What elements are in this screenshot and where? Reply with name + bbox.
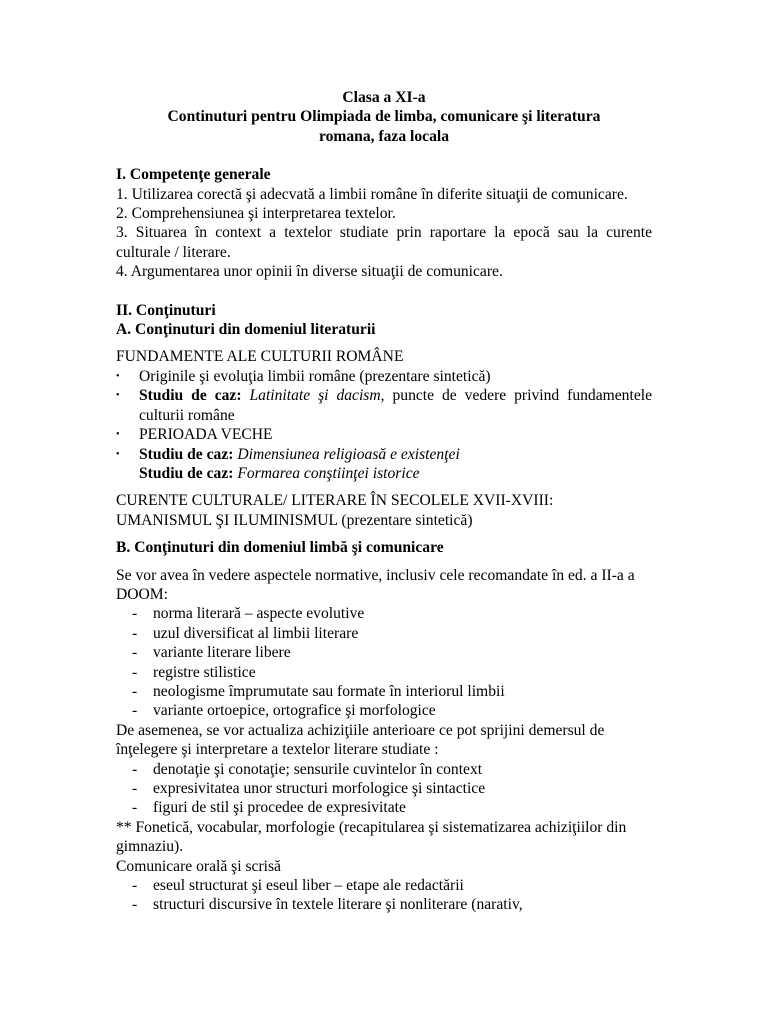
list-item: - expresivitatea unor structuri morfologice şi sintactice <box>132 780 486 797</box>
normative-intro: Se vor avea în vedere aspectele normative, inclusiv cele recomandate în ed. a II-a a DOOM: <box>116 566 635 603</box>
section1-title: I. Competenţe generale <box>116 166 271 184</box>
communication-list <box>116 876 652 915</box>
communication-heading: Comunicare orală şi scrisă <box>116 857 281 875</box>
list-item: - variante literare libere <box>132 644 291 662</box>
acquisitions-intro: De asemenea, se vor actualiza achiziţiile anterioare ce pot sprijini demersul de înţelegere şi interpretare a textelor literare studiate : <box>116 721 605 759</box>
phonetics-note: ** Fonetică, vocabular, morfologie (recapitularea şi sistematizarea achiziţiilor din gimnaziu). <box>116 818 627 856</box>
list-item: - structuri discursive în textele literare şi nonliterare (narativ, <box>132 896 523 914</box>
list-item: • Studiu de caz: Latinitate şi dacism, puncte de vedere privind fundamentele culturii române <box>116 387 652 424</box>
list-item: Studiu de caz: Formarea conştiinţei istorice <box>139 464 420 482</box>
list-item: - denotaţie şi conotaţie; sensurile cuvintelor în context <box>132 760 483 778</box>
list-item: - norma literară – aspecte evolutive <box>132 605 365 623</box>
list-item: • Originile şi evoluţia limbii române (prezentare sintetică) <box>116 367 491 385</box>
header-title: Continuturi pentru Olimpiada de limba, comunicare şi literatura <box>167 108 601 126</box>
header-class: Clasa a XI-a <box>342 89 426 106</box>
competence-1: 1. Utilizarea corectă şi adecvată a limbii române în diferite situaţii de comunicare. <box>116 185 628 203</box>
list-item: - figuri de stil şi procedee de expresivitate <box>132 799 406 817</box>
list-item: • Studiu de caz: Dimensiunea religioasă e existenţei <box>116 445 460 463</box>
document-page <box>116 88 652 915</box>
list-item: - uzul diversificat al limbii literare <box>132 624 359 642</box>
competence-2: 2. Comprehensiunea şi interpretarea textelor. <box>116 205 396 223</box>
literature-bullet-list <box>116 367 652 483</box>
list-item: - variante ortoepice, ortografice şi morfologice <box>132 702 436 720</box>
fundamente-heading: FUNDAMENTE ALE CULTURII ROMÂNE <box>116 348 404 366</box>
section2-title: II. Conţinuturi <box>116 301 216 319</box>
curente-heading: CURENTE CULTURALE/ LITERARE ÎN SECOLELE XVII-XVIII: UMANISMUL ŞI ILUMINISMUL (prezentare sintetică) <box>116 492 554 529</box>
list-item: - neologisme împrumutate sau formate în interiorul limbii <box>132 682 505 700</box>
subsection-a-title: A. Conţinuturi din domeniul literaturii <box>116 321 376 339</box>
list-item: - registre stilistice <box>132 663 256 681</box>
competence-3: 3. Situarea în context a textelor studiate prin raportare la epocă sau la curente culturale / literare. <box>116 224 652 261</box>
header-subtitle: romana, faza locala <box>318 127 450 145</box>
interpretation-list <box>116 760 652 818</box>
list-item: - eseul structurat şi eseul liber – etape ale redactării <box>132 877 464 895</box>
subsection-b-title: B. Conţinuturi din domeniul limbă şi comunicare <box>116 539 444 557</box>
competence-4: 4. Argumentarea unor opinii în diverse situaţii de comunicare. <box>116 263 503 281</box>
normative-list <box>116 604 652 720</box>
list-item: • PERIOADA VECHE <box>116 426 273 444</box>
